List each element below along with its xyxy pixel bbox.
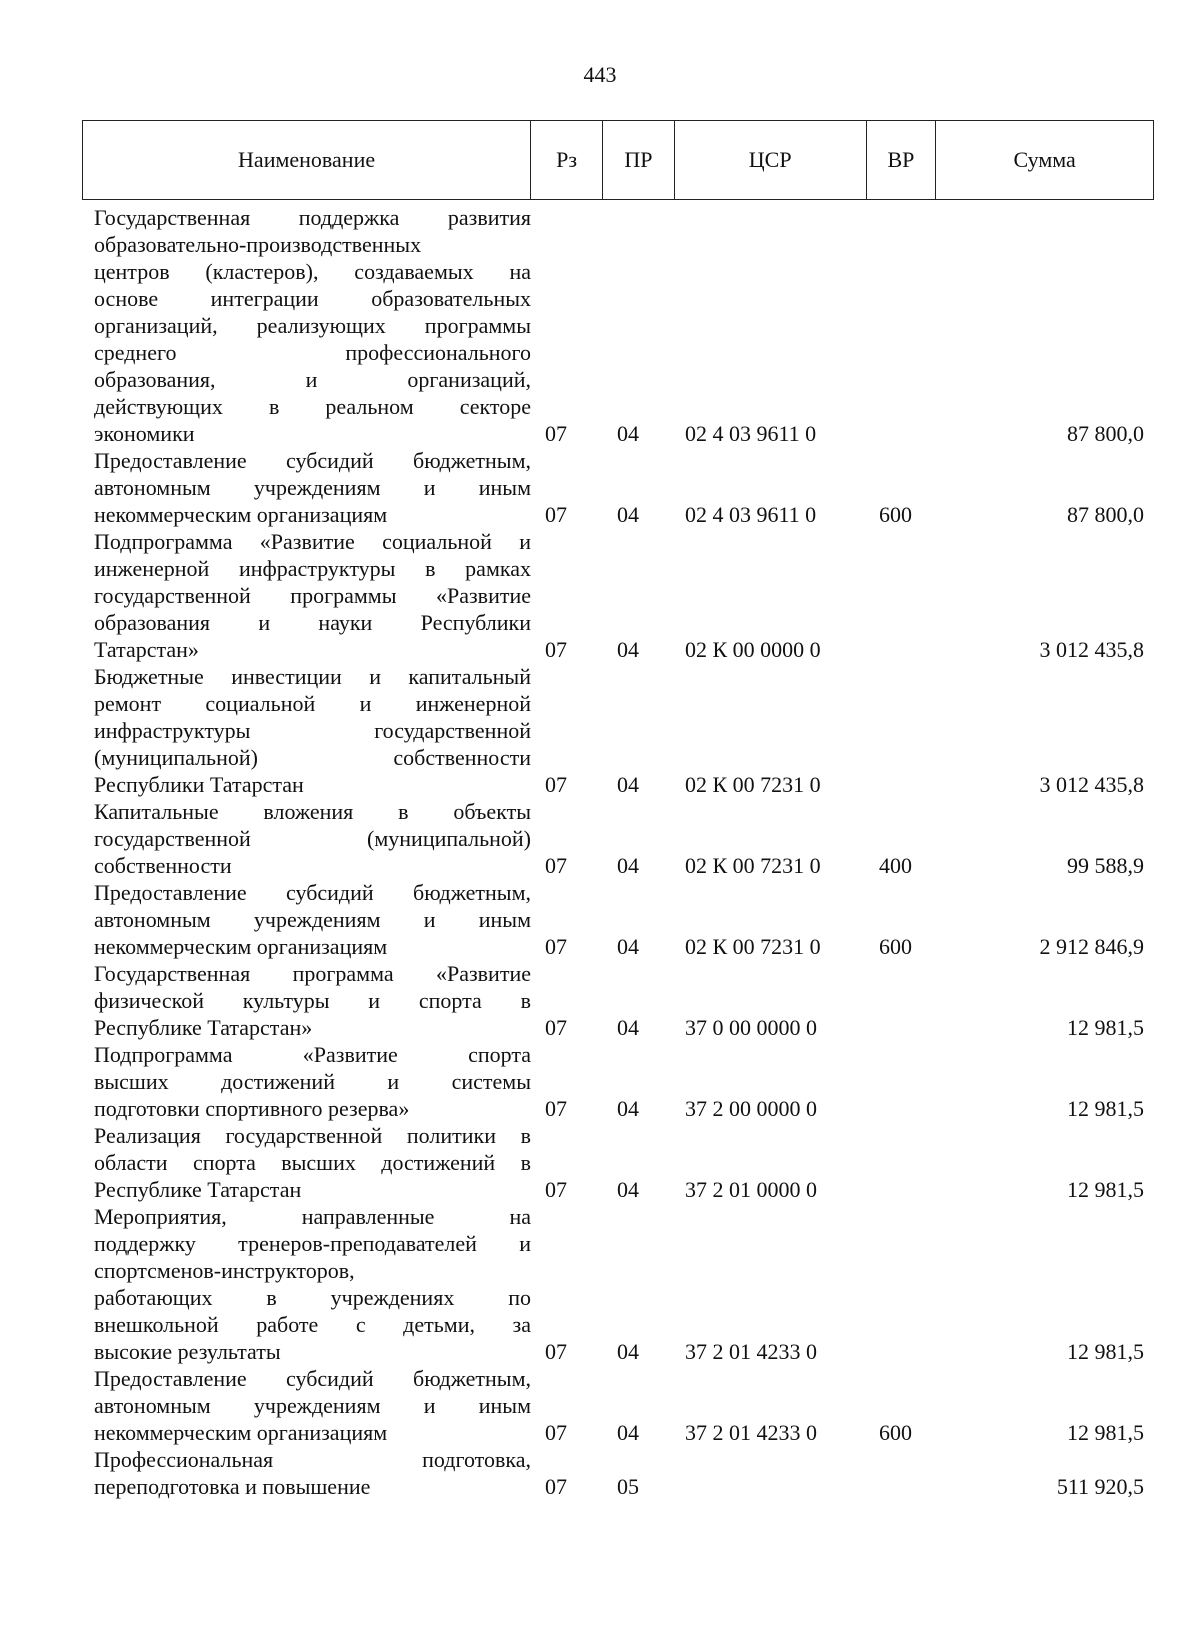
row-name-line: ремонт социальной и инженерной (94, 691, 531, 716)
row-pr: 04 (617, 1096, 639, 1121)
row-sum: 511 920,5 (1056, 1474, 1144, 1499)
table-row (82, 1203, 1154, 1365)
table-row (82, 798, 1154, 879)
row-name-line: образования и науки Республики (94, 610, 531, 635)
row-name-line: среднего профессионального (94, 340, 531, 365)
row-name-line: поддержку тренеров-преподавателей и (94, 1231, 531, 1256)
row-csr: 02 4 03 9611 0 (685, 421, 817, 446)
row-sum: 12 981,5 (1067, 1420, 1144, 1445)
table-row (82, 447, 1154, 528)
row-rz: 07 (545, 1015, 567, 1040)
row-csr: 02 К 00 0000 0 (685, 637, 821, 662)
row-name-line: спортсменов-инструкторов, (94, 1258, 355, 1283)
row-pr: 04 (617, 853, 639, 878)
header-pr: ПР (603, 121, 675, 199)
row-vr: 600 (879, 502, 912, 527)
row-vr: 400 (879, 853, 912, 878)
row-csr: 02 К 00 7231 0 (685, 772, 821, 797)
row-name-line: образования, и организаций, (94, 367, 531, 392)
row-sum: 87 800,0 (1067, 421, 1144, 446)
row-rz: 07 (545, 1096, 567, 1121)
row-pr: 04 (617, 1177, 639, 1202)
row-sum: 87 800,0 (1067, 502, 1144, 527)
row-name-line: Татарстан» (94, 637, 199, 662)
row-name (82, 204, 531, 447)
row-name-line: государственной (муниципальной) (94, 826, 531, 851)
table-row (82, 1041, 1154, 1122)
row-name-line: Республике Татарстан (94, 1177, 302, 1202)
row-name (82, 1203, 531, 1365)
row-rz: 07 (545, 1420, 567, 1445)
table-row (82, 1122, 1154, 1203)
row-pr: 04 (617, 772, 639, 797)
row-csr: 37 2 00 0000 0 (685, 1096, 817, 1121)
row-name (82, 528, 531, 663)
row-name-line: автономным учреждениям и иным (94, 1393, 531, 1418)
row-rz: 07 (545, 1177, 567, 1202)
row-pr: 04 (617, 1015, 639, 1040)
row-name-line: автономным учреждениям и иным (94, 475, 531, 500)
row-rz: 07 (545, 502, 567, 527)
row-pr: 04 (617, 637, 639, 662)
row-pr: 04 (617, 1420, 639, 1445)
row-name (82, 447, 531, 528)
row-name-line: Республике Татарстан» (94, 1015, 313, 1040)
row-sum: 2 912 846,9 (1039, 934, 1144, 959)
row-vr: 600 (879, 934, 912, 959)
row-csr: 37 2 01 4233 0 (685, 1339, 817, 1364)
table-row (82, 879, 1154, 960)
row-csr: 37 2 01 0000 0 (685, 1177, 817, 1202)
table-header (82, 120, 1154, 200)
row-vr: 600 (879, 1420, 912, 1445)
row-name-line: некоммерческим организациям (94, 934, 388, 959)
row-csr: 37 2 01 4233 0 (685, 1420, 817, 1445)
row-rz: 07 (545, 1474, 567, 1499)
row-pr: 04 (617, 421, 639, 446)
table-row (82, 960, 1154, 1041)
row-name (82, 798, 531, 879)
row-name-line: переподготовка и повышение (94, 1474, 371, 1499)
row-rz: 07 (545, 1339, 567, 1364)
row-rz: 07 (545, 934, 567, 959)
row-name-line: Реализация государственной политики в (94, 1123, 531, 1148)
row-name-line: Государственная поддержка развития (94, 205, 531, 230)
row-name-line: Мероприятия, направленные на (94, 1204, 531, 1229)
row-name-line: высших достижений и системы (94, 1069, 531, 1094)
row-name (82, 1122, 531, 1203)
row-name-line: организаций, реализующих программы (94, 313, 531, 338)
row-name-line: основе интеграции образовательных (94, 286, 531, 311)
row-name-line: инфраструктуры государственной (94, 718, 531, 743)
row-name-line: государственной программы «Развитие (94, 583, 531, 608)
row-csr: 37 0 00 0000 0 (685, 1015, 817, 1040)
row-name-line: экономики (94, 421, 195, 446)
row-sum: 12 981,5 (1067, 1015, 1144, 1040)
row-sum: 12 981,5 (1067, 1339, 1144, 1364)
header-sum: Сумма (1013, 147, 1076, 172)
row-name (82, 663, 531, 798)
header-name: Наименование (83, 121, 531, 199)
row-name-line: высокие результаты (94, 1339, 281, 1364)
row-name-line: Государственная программа «Развитие (94, 961, 531, 986)
table-row (82, 204, 1154, 447)
row-name-line: (муниципальной) собственности (94, 745, 531, 770)
row-name-line: Предоставление субсидий бюджетным, (94, 448, 531, 473)
header-vr: ВР (867, 121, 937, 199)
row-sum: 3 012 435,8 (1039, 637, 1144, 662)
row-sum: 3 012 435,8 (1039, 772, 1144, 797)
row-name-line: инженерной инфраструктуры в рамках (94, 556, 531, 581)
row-rz: 07 (545, 421, 567, 446)
table-row (82, 1446, 1154, 1500)
row-name-line: Республики Татарстан (94, 772, 304, 797)
row-pr: 04 (617, 934, 639, 959)
row-name-line: Предоставление субсидий бюджетным, (94, 1366, 531, 1391)
row-name-line: Подпрограмма «Развитие социальной и (94, 529, 531, 554)
row-name-line: Профессиональная подготовка, (94, 1447, 531, 1472)
row-name (82, 960, 531, 1041)
row-name-line: некоммерческим организациям (94, 502, 388, 527)
row-name-line: собственности (94, 853, 232, 878)
row-pr: 04 (617, 1339, 639, 1364)
row-name-line: образовательно-производственных (94, 232, 422, 257)
row-name-line: центров (кластеров), создаваемых на (94, 259, 531, 284)
row-name-line: действующих в реальном секторе (94, 394, 531, 419)
table-row (82, 663, 1154, 798)
row-rz: 07 (545, 772, 567, 797)
row-name-line: Предоставление субсидий бюджетным, (94, 880, 531, 905)
row-sum: 99 588,9 (1067, 853, 1144, 878)
page-number: 443 (583, 62, 617, 87)
row-name (82, 1365, 531, 1446)
row-name (82, 1041, 531, 1122)
row-csr: 02 К 00 7231 0 (685, 934, 821, 959)
row-pr: 04 (617, 502, 639, 527)
row-name-line: физической культуры и спорта в (94, 988, 531, 1013)
row-name-line: работающих в учреждениях по (94, 1285, 531, 1310)
table-row (82, 1365, 1154, 1446)
row-sum: 12 981,5 (1067, 1177, 1144, 1202)
table-body (82, 204, 1154, 1500)
row-name (82, 879, 531, 960)
row-name-line: Подпрограмма «Развитие спорта (94, 1042, 531, 1067)
row-name-line: Капитальные вложения в объекты (94, 799, 531, 824)
row-rz: 07 (545, 637, 567, 662)
row-pr: 05 (617, 1474, 639, 1499)
header-rz: Рз (531, 121, 603, 199)
header-csr: ЦСР (675, 121, 867, 199)
row-name-line: некоммерческим организациям (94, 1420, 388, 1445)
row-name-line: Бюджетные инвестиции и капитальный (94, 664, 531, 689)
row-rz: 07 (545, 853, 567, 878)
row-csr: 02 К 00 7231 0 (685, 853, 821, 878)
row-name-line: автономным учреждениям и иным (94, 907, 531, 932)
row-name-line: внешкольной работе с детьми, за (94, 1312, 531, 1337)
row-name (82, 1446, 531, 1500)
row-sum: 12 981,5 (1067, 1096, 1144, 1121)
row-name-line: области спорта высших достижений в (94, 1150, 531, 1175)
row-csr: 02 4 03 9611 0 (685, 502, 817, 527)
table-row (82, 528, 1154, 663)
row-name-line: подготовки спортивного резерва» (94, 1096, 410, 1121)
